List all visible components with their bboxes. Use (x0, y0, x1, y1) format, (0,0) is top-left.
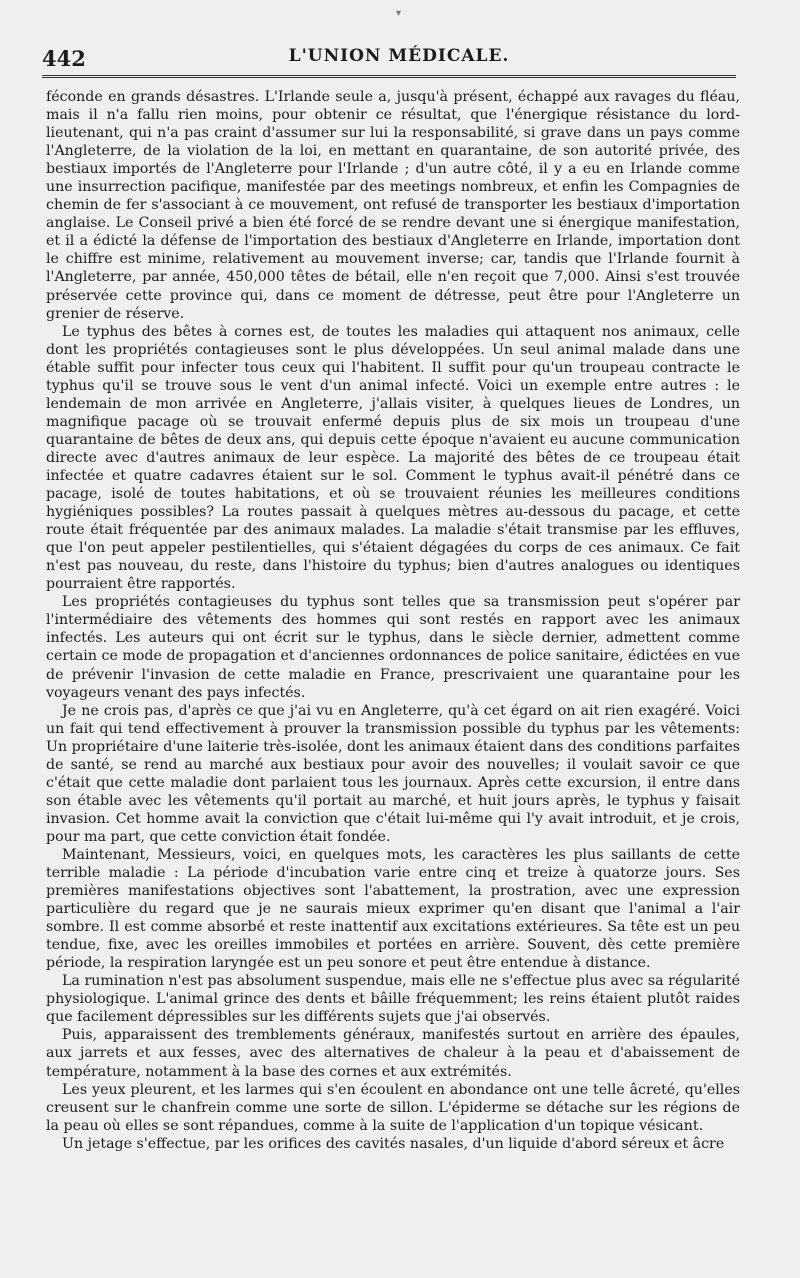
paragraph: Un jetage s'effectue, par les orifices des cavités nasales, d'un liquide d'abord séreux et âcre (62, 1135, 725, 1152)
paragraph: Maintenant, Messieurs, voici, en quelques mots, les caractères les plus saillants de cette terrible maladie : La période d'incubation varie entre cinq et treize à quatorze jours. Ses premières manifestations objectives sont l'abattement, la prostration, avec une expression particulière du regard que je ne saurais mieux exprimer qu'en disant que l'animal a l'air sombre. Il est comme absorbé et reste inattentif aux excitations extérieures. Sa tête est un peu tendue, fixe, avec les oreilles immobiles et portées en arrière. Souvent, dès cette première période, la respiration laryngée est un peu sonore et peut être entendue à distance. (46, 846, 740, 972)
page-mark: ▾ (396, 8, 402, 19)
page-number: 442 (42, 46, 86, 71)
paragraph: féconde en grands désastres. L'Irlande seule a, jusqu'à présent, échappé aux ravages du fléau, mais il n'a fallu rien moins, pour obtenir ce résultat, que l'énergique résistance du lord-lieutenant, qui n'a pas craint d'assumer sur lui la responsabilité, si grave dans un pays comme l'Angleterre, de la violation de la loi, en mettant en quarantaine, de son autorité privée, des bestiaux importés de l'Angleterre pour l'Irlande ; d'un autre côté, il y a eu en Irlande comme une insurrection pacifique, manifestée par des meetings nombreux, et enfin les Compagnies de chemin de fer s'associant à ce mouvement, ont refusé de transporter les bestiaux d'importation anglaise. Le Conseil privé a bien été forcé de se rendre devant une si énergique manifestation, et il a édicté la défense de l'importation des bestiaux d'Angleterre en Irlande, importation dont le chiffre est minime, relativement au mouvement inverse; car, tandis que l'Irlande fournit à l'Angleterre, par année, 450,000 têtes de bétail, elle n'en reçoit que 7,000. Ainsi s'est trouvée préservée cette province qui, dans ce moment de détresse, peut être pour l'Angleterre un grenier de réserve. (46, 89, 740, 322)
paragraph: Puis, apparaissent des tremblements généraux, manifestés surtout en arrière des épaules, aux jarrets et aux fesses, avec des alternatives de chaleur à la peau et d'abaissement de température, notamment à la base des cornes et aux extrémités. (46, 1027, 740, 1080)
paragraph: La rumination n'est pas absolument suspendue, mais elle ne s'effectue plus avec sa régularité physiologique. L'animal grince des dents et bâille fréquemment; les reins étaient plutôt raides que facilement dépressibles sur les différents sujets que j'ai observés. (46, 973, 740, 1026)
paragraph: Le typhus des bêtes à cornes est, de toutes les maladies qui attaquent nos animaux, celle dont les propriétés contagieuses sont le plus développées. Un seul animal malade dans une étable suffit pour infecter tous ceux qui l'habitent. Il suffit pour qu'un troupeau contracte le typhus qu'il se trouve sous le vent d'un animal infecté. Voici un exemple entre autres : le lendemain de mon arrivée en Angleterre, j'allais visiter, à quelques lieues de Londres, un magnifique pacage où se trouvait enfermé depuis plus de six mois un troupeau d'une quarantaine de bêtes de deux ans, qui depuis cette époque n'avaient eu aucune communication directe avec d'autres animaux de leur espèce. La majorité des bêtes de ce troupeau était infectée et quatre cadavres étaient sur le sol. Comment le typhus avait-il pénétré dans ce pacage, isolé de toutes habitations, et où se trouvaient réunies les meilleures conditions hygiéniques possibles? La routes passait à quelques mètres au-dessous du pacage, et cette route était fréquentée par des animaux malades. La maladie s'était transmise par les effluves, que l'on peut appeler pestilentielles, qui s'étaient dégagées du corps de ces animaux. Ce fait n'est pas nouveau, du reste, dans l'histoire du typhus; bien d'autres analogues ou identiques pourraient être rapportés. (46, 323, 740, 593)
paragraph: Je ne crois pas, d'après ce que j'ai vu en Angleterre, qu'à cet égard on ait rien exagéré. Voici un fait qui tend effectivement à prouver la transmission possible du typhus par les vêtements: Un propriétaire d'une laiterie très-isolée, dont les animaux étaient dans des conditions parfaites de santé, se rend au marché aux bestiaux pour avoir des nouvelles; il voulait savoir ce que c'était que cette maladie dont parlaient tous les journaux. Après cette excursion, il entre dans son étable avec les vêtements qu'il portait au marché, et huit jours après, le typhus y faisait invasion. Cet homme avait la conviction que c'était lui-même qui l'y avait introduit, et je crois, pour ma part, que cette conviction était fondée. (46, 702, 740, 845)
header-rule (42, 75, 736, 78)
page-header (42, 38, 756, 74)
running-head: L'UNION MÉDICALE. (288, 46, 510, 66)
paragraph: Les propriétés contagieuses du typhus sont telles que sa transmission peut s'opérer par l'intermédiaire des vêtements des hommes qui sont restés en rapport avec les animaux infectés. Les auteurs qui ont écrit sur le typhus, dans le siècle dernier, admettent comme certain ce mode de propagation et d'anciennes ordonnances de police sanitaire, édictées en vue de prévenir l'invasion de cette maladie en France, prescrivaient une quarantaine pour les voyageurs venant des pays infectés. (46, 594, 740, 701)
paragraph: Les yeux pleurent, et les larmes qui s'en écoulent en abondance ont une telle âcreté, qu'elles creusent sur le chanfrein comme une sorte de sillon. L'épiderme se détache sur les régions de la peau où elles se sont répandues, comme à la suite de l'application d'un topique vésicant. (46, 1081, 740, 1134)
body-text (46, 88, 740, 1153)
